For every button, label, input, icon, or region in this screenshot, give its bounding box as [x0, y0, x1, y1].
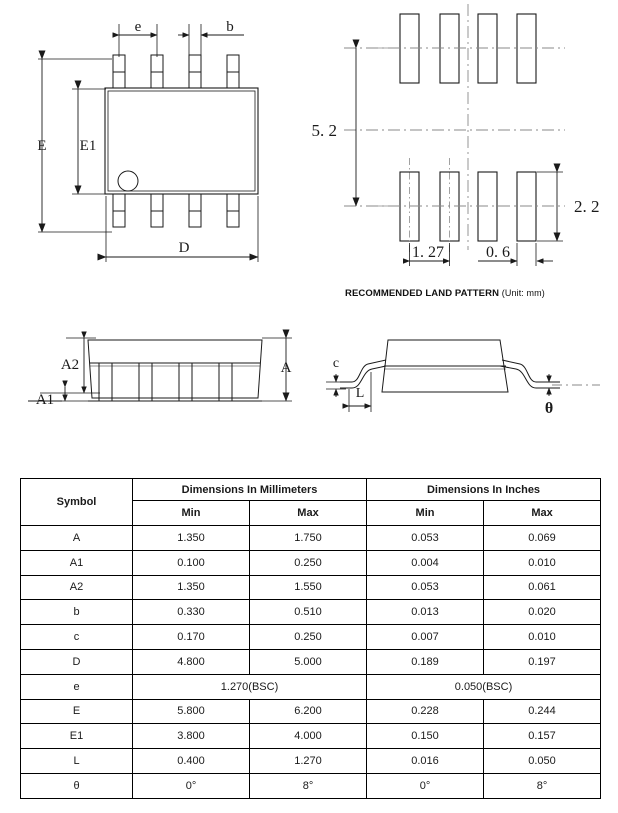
- lead-detail-view-drawing: [326, 340, 600, 412]
- header-mm-max: Max: [250, 501, 367, 526]
- cell-mm-min: 4.800: [133, 649, 250, 674]
- cell-symbol: E1: [21, 724, 133, 749]
- label-A2-body-height: A2: [60, 357, 80, 373]
- label-A1-standoff: A1: [35, 392, 55, 408]
- cell-inch-max: 0.069: [484, 526, 601, 551]
- cell-symbol: E: [21, 699, 133, 724]
- cell-inch-min: 0.016: [367, 749, 484, 774]
- cell-mm-max: 8°: [250, 773, 367, 798]
- cell-symbol: b: [21, 600, 133, 625]
- label-land-pad-length-2p2: 2. 2: [574, 197, 600, 216]
- label-land-span-5p2: 5. 2: [311, 121, 337, 140]
- cell-inch-min: 0.053: [367, 575, 484, 600]
- label-D-body-length: D: [178, 240, 190, 256]
- cell-symbol: D: [21, 649, 133, 674]
- cell-inch-min: 0.007: [367, 625, 484, 650]
- cell-inch-max: 0.010: [484, 625, 601, 650]
- cell-mm-max: 5.000: [250, 649, 367, 674]
- cell-symbol: A1: [21, 550, 133, 575]
- cell-mm-min: 0.330: [133, 600, 250, 625]
- cell-inch-min: 0.053: [367, 526, 484, 551]
- header-mm-min: Min: [133, 501, 250, 526]
- label-land-pitch-1p27: 1. 27: [412, 244, 444, 261]
- cell-symbol: θ: [21, 773, 133, 798]
- cell-inch-min: 0.013: [367, 600, 484, 625]
- cell-inch-min: 0.004: [367, 550, 484, 575]
- cell-mm-max: 0.250: [250, 625, 367, 650]
- table-row: [21, 749, 601, 774]
- cell-mm-max: 1.270: [250, 749, 367, 774]
- cell-inch-max: 0.197: [484, 649, 601, 674]
- table-row: [21, 575, 601, 600]
- cell-symbol: c: [21, 625, 133, 650]
- cell-inch-max: 0.050: [484, 749, 601, 774]
- header-symbol: Symbol: [21, 479, 133, 526]
- cell-inch-max: 0.020: [484, 600, 601, 625]
- cell-symbol: A: [21, 526, 133, 551]
- table-row: [21, 649, 601, 674]
- cell-mm-max: 0.250: [250, 550, 367, 575]
- cell-symbol: A2: [21, 575, 133, 600]
- table-row: [21, 600, 601, 625]
- cell-mm-min: 0.100: [133, 550, 250, 575]
- cell-symbol: L: [21, 749, 133, 774]
- label-c-lead-thickness: c: [332, 356, 340, 371]
- label-b-lead-width: b: [226, 19, 234, 35]
- cell-inch-min: 0°: [367, 773, 484, 798]
- table-body: [21, 526, 601, 799]
- cell-mm-min: 3.800: [133, 724, 250, 749]
- label-L-foot-length: L: [355, 386, 365, 401]
- label-E1-body-width: E1: [79, 138, 97, 154]
- header-group-mm: Dimensions In Millimeters: [133, 479, 367, 501]
- label-land-pad-width-0p6: 0. 6: [486, 244, 510, 261]
- cell-symbol: e: [21, 674, 133, 699]
- cell-inch-max: 0.010: [484, 550, 601, 575]
- cell-inch-span: 0.050(BSC): [367, 674, 601, 699]
- table-header: [21, 479, 601, 526]
- cell-inch-max: 0.244: [484, 699, 601, 724]
- cell-mm-min: 1.350: [133, 526, 250, 551]
- table-row: [21, 699, 601, 724]
- cell-mm-min: 1.350: [133, 575, 250, 600]
- table-row: [21, 773, 601, 798]
- label-E-body-overall: E: [37, 138, 47, 154]
- cell-inch-min: 0.228: [367, 699, 484, 724]
- cell-mm-max: 1.550: [250, 575, 367, 600]
- cell-mm-min: 0.170: [133, 625, 250, 650]
- header-group-inch: Dimensions In Inches: [367, 479, 601, 501]
- cell-inch-min: 0.189: [367, 649, 484, 674]
- table-row: [21, 674, 601, 699]
- cell-mm-max: 4.000: [250, 724, 367, 749]
- land-pattern-caption: [345, 288, 545, 299]
- cell-inch-max: 0.157: [484, 724, 601, 749]
- top-view-drawing: [38, 24, 258, 262]
- cell-inch-min: 0.150: [367, 724, 484, 749]
- cell-mm-max: 1.750: [250, 526, 367, 551]
- table-row: [21, 550, 601, 575]
- table-row: [21, 724, 601, 749]
- table-row: [21, 625, 601, 650]
- cell-inch-max: 8°: [484, 773, 601, 798]
- label-e-pitch: e: [134, 19, 142, 35]
- cell-mm-max: 6.200: [250, 699, 367, 724]
- cell-mm-min: 0°: [133, 773, 250, 798]
- cell-mm-min: 0.400: [133, 749, 250, 774]
- land-pattern-caption-main: RECOMMENDED LAND PATTERN: [345, 288, 500, 299]
- label-A-total-height: A: [280, 360, 292, 376]
- dimension-table: [20, 478, 601, 799]
- label-theta-lead-angle: θ: [544, 400, 554, 417]
- header-inch-min: Min: [367, 501, 484, 526]
- cell-mm-span: 1.270(BSC): [133, 674, 367, 699]
- cell-inch-max: 0.061: [484, 575, 601, 600]
- cell-mm-max: 0.510: [250, 600, 367, 625]
- table-row: [21, 526, 601, 551]
- cell-mm-min: 5.800: [133, 699, 250, 724]
- land-pattern-drawing: [344, 4, 565, 266]
- land-pattern-caption-unit: (Unit: mm): [501, 288, 545, 298]
- header-inch-max: Max: [484, 501, 601, 526]
